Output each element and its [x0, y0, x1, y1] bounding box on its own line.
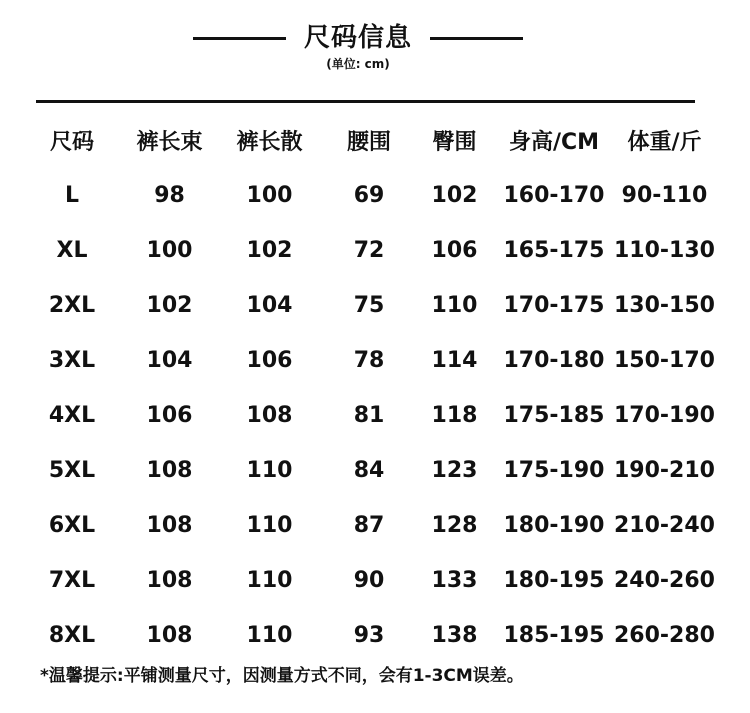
table-cell: 87	[353, 513, 385, 538]
table-cell: 260-280	[614, 623, 715, 648]
table-cell: 3XL	[48, 348, 96, 373]
table-cell: 175-185	[503, 403, 605, 428]
table-cell: 7XL	[48, 568, 96, 593]
table-cell: 106	[431, 238, 478, 263]
table-cell: 102	[431, 183, 478, 208]
table-cell: 90	[353, 568, 385, 593]
table-cell: 84	[353, 458, 385, 483]
table-cell: 108	[146, 623, 193, 648]
table-cell: 81	[353, 403, 385, 428]
title-left-line	[193, 37, 286, 40]
table-cell: 106	[246, 348, 293, 373]
table-row	[18, 278, 718, 333]
table-cell: 165-175	[503, 238, 605, 263]
header-pants-length-straight: 裤长散	[236, 130, 303, 155]
table-cell: 108	[146, 513, 193, 538]
table-cell: 170-175	[503, 293, 605, 318]
header-waist: 腰围	[346, 130, 391, 155]
table-cell: 110	[246, 568, 293, 593]
table-cell: 106	[146, 403, 193, 428]
table-cell: 133	[431, 568, 478, 593]
table-cell: 170-180	[503, 348, 605, 373]
table-cell: 90-110	[621, 183, 708, 208]
table-cell: 110	[246, 513, 293, 538]
table-cell: 104	[246, 293, 293, 318]
header-height: 身高/CM	[508, 130, 600, 155]
page-title: 尺码信息	[303, 23, 412, 53]
table-cell: 104	[146, 348, 193, 373]
unit-subtitle: (单位: cm)	[326, 57, 390, 71]
table-cell: 170-190	[614, 403, 715, 428]
table-cell: 75	[353, 293, 385, 318]
table-cell: 108	[146, 568, 193, 593]
header-size: 尺码	[49, 130, 94, 155]
table-cell: 108	[146, 458, 193, 483]
table-cell: 100	[146, 238, 193, 263]
table-cell: 180-190	[503, 513, 605, 538]
table-row	[18, 443, 718, 498]
table-cell: 190-210	[614, 458, 715, 483]
table-cell: 4XL	[48, 403, 96, 428]
header-pants-length-cuffed: 裤长束	[136, 130, 203, 155]
header-hip: 臀围	[432, 130, 477, 155]
table-cell: 175-190	[503, 458, 605, 483]
table-row	[18, 333, 718, 388]
title-row	[0, 18, 750, 58]
table-row	[18, 223, 718, 278]
table-cell: 150-170	[614, 348, 715, 373]
table-row	[18, 388, 718, 443]
table-cell: 5XL	[48, 458, 96, 483]
table-cell: 6XL	[48, 513, 96, 538]
table-cell: 108	[246, 403, 293, 428]
table-cell: 2XL	[48, 293, 96, 318]
title-right-line	[430, 37, 523, 40]
header-weight: 体重/斤	[627, 130, 702, 155]
table-cell: 114	[431, 348, 478, 373]
table-cell: 110	[246, 458, 293, 483]
table-row	[18, 498, 718, 553]
table-cell: XL	[56, 238, 88, 263]
table-body	[18, 168, 718, 663]
table-cell: 160-170	[503, 183, 605, 208]
table-row	[18, 168, 718, 223]
table-cell: 118	[431, 403, 478, 428]
table-cell: 93	[353, 623, 385, 648]
table-cell: 240-260	[614, 568, 715, 593]
table-row	[18, 608, 718, 663]
table-cell: L	[64, 183, 80, 208]
table-cell: 110-130	[614, 238, 715, 263]
table-cell: 185-195	[503, 623, 605, 648]
table-cell: 98	[154, 183, 185, 208]
table-cell: 102	[246, 238, 293, 263]
header-divider	[36, 100, 695, 103]
table-cell: 72	[353, 238, 385, 263]
table-cell: 210-240	[614, 513, 715, 538]
table-cell: 100	[246, 183, 293, 208]
table-row	[18, 553, 718, 608]
table-cell: 102	[146, 293, 193, 318]
table-cell: 128	[431, 513, 478, 538]
table-cell: 110	[431, 293, 478, 318]
table-cell: 78	[353, 348, 385, 373]
table-cell: 8XL	[48, 623, 96, 648]
table-cell: 110	[246, 623, 293, 648]
size-table	[18, 113, 718, 663]
table-cell: 69	[353, 183, 385, 208]
table-cell: 138	[431, 623, 478, 648]
footnote: *温馨提示:平铺测量尺寸，因测量方式不同，会有1-3CM误差。	[40, 666, 524, 686]
table-cell: 123	[431, 458, 478, 483]
table-header-row	[18, 113, 718, 168]
table-cell: 180-195	[503, 568, 605, 593]
table-cell: 130-150	[614, 293, 715, 318]
